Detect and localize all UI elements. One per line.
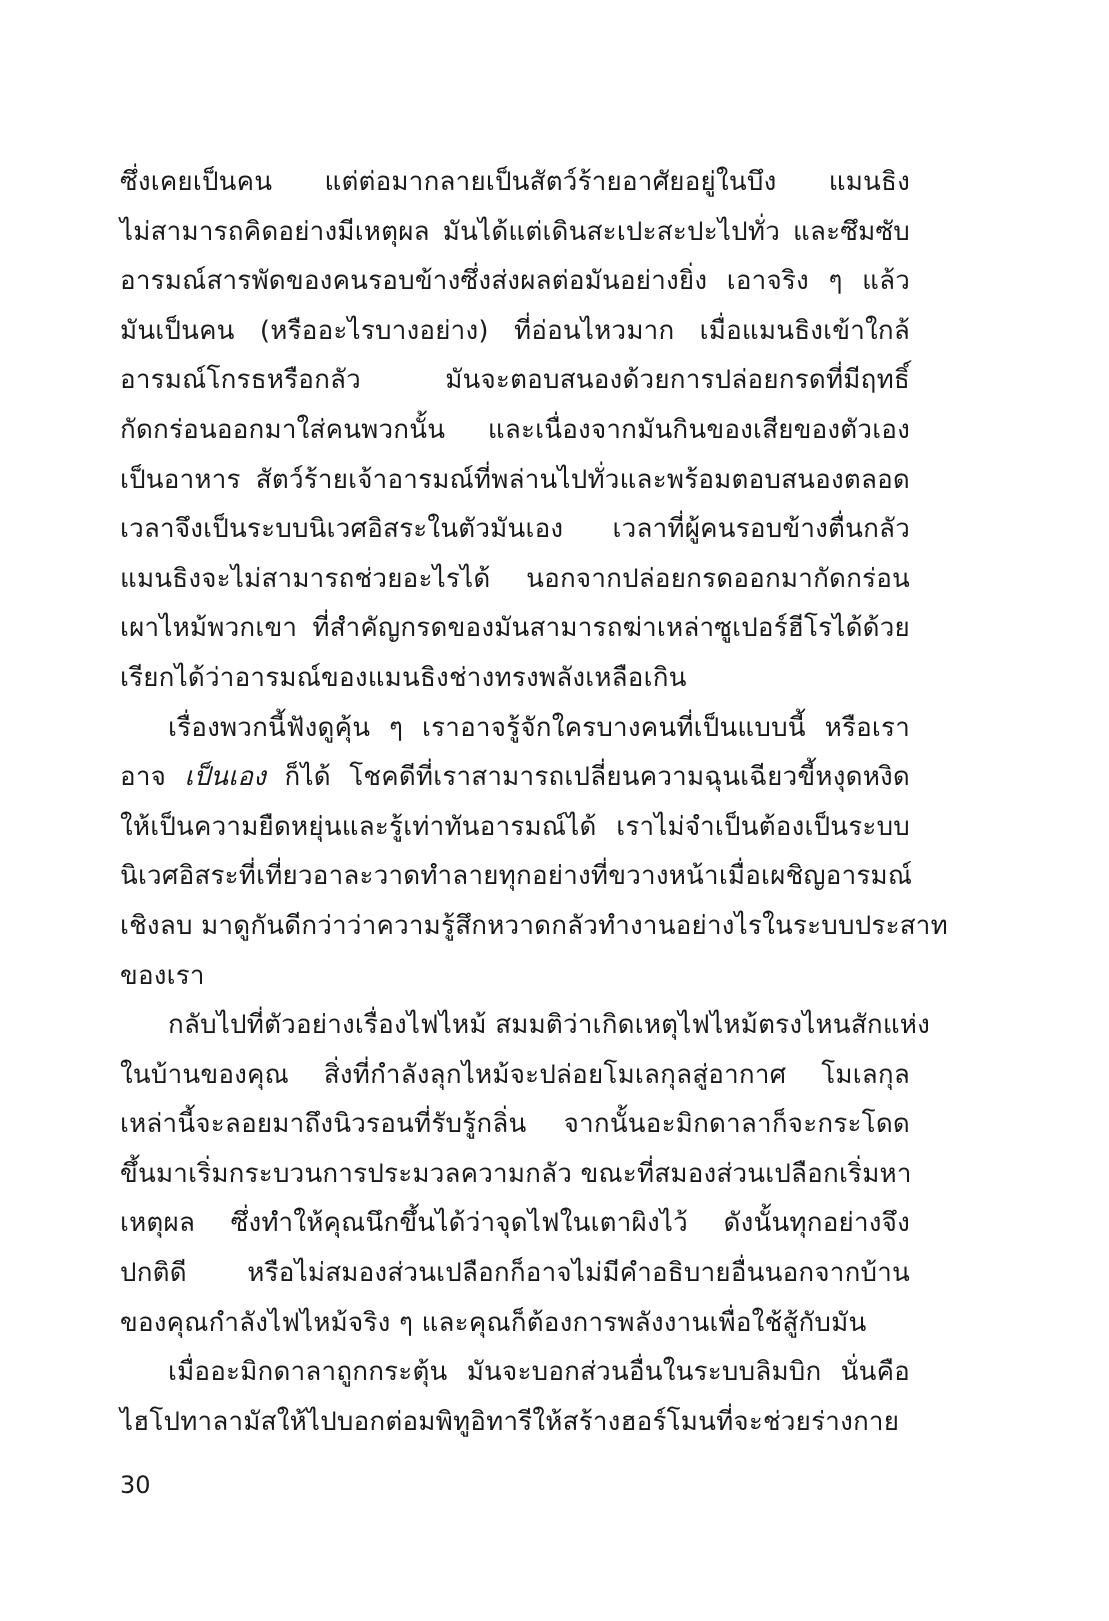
text-line: อารมณ์โกรธหรือกลัว มันจะตอบสนองด้วยการปล่อยกรดที่มีฤทธิ์ (120, 365, 910, 396)
text-line: อารมณ์สารพัดของคนรอบข้างซึ่งส่งผลต่อมันอย่างยิ่ง เอาจริง ๆ แล้ว (120, 266, 910, 297)
text-line-paragraph-start: กลับไปที่ตัวอย่างเรื่องไฟไหม้ สมมติว่าเกิดเหตุไฟไหม้ตรงไหนสักแห่ง (168, 1010, 931, 1041)
text-line: ให้เป็นความยืดหยุ่นและรู้เท่าทันอารมณ์ได้ เราไม่จำเป็นต้องเป็นระบบ (120, 811, 910, 842)
text-line: นิเวศอิสระที่เที่ยวอาละวาดทำลายทุกอย่างที่ขวางหน้าเมื่อเผชิญอารมณ์ (120, 861, 913, 892)
text-line-paragraph-start: เรื่องพวกนี้ฟังดูคุ้น ๆ เราอาจรู้จักใครบางคนที่เป็นแบบนี้ หรือเรา (168, 712, 910, 743)
text-line: เรียกได้ว่าอารมณ์ของแมนธิงช่างทรงพลังเหลือเกิน (120, 662, 687, 693)
text-line: ของเรา (120, 960, 205, 991)
italic-emphasis: เป็นเอง (184, 762, 267, 793)
text-line: กัดกร่อนออกมาใส่คนพวกนั้น และเนื่องจากมันกินของเสียของตัวเอง (120, 414, 910, 445)
text-line: เหล่านี้จะลอยมาถึงนิวรอนที่รับรู้กลิ่น จากนั้นอะมิกดาลาก็จะกระโดด (120, 1109, 910, 1140)
text-line: ขึ้นมาเริ่มกระบวนการประมวลความกลัว ขณะที่สมองส่วนเปลือกเริ่มหา (120, 1158, 912, 1189)
text-line: ของคุณกำลังไฟไหม้จริง ๆ และคุณก็ต้องการพลังงานเพื่อใช้สู้กับมัน (120, 1307, 867, 1338)
text-fragment: อาจ (120, 762, 167, 793)
text-line: เผาไหม้พวกเขา ที่สำคัญกรดของมันสามารถฆ่าเหล่าซูเปอร์ฮีโรได้ด้วย (120, 613, 910, 644)
page-number: 30 (120, 1471, 151, 1499)
text-line: มันเป็นคน (หรืออะไรบางอย่าง) ที่อ่อนไหวมาก เมื่อแมนธิงเข้าใกล้ (120, 315, 910, 346)
text-line: ไม่สามารถคิดอย่างมีเหตุผล มันได้แต่เดินสะเปะสะปะไปทั่ว และซึมซับ (120, 216, 910, 247)
text-line: เป็นอาหาร สัตว์ร้ายเจ้าอารมณ์ที่พล่านไปทั่วและพร้อมตอบสนองตลอด (120, 464, 910, 495)
text-line: แมนธิงจะไม่สามารถช่วยอะไรได้ นอกจากปล่อยกรดออกมากัดกร่อน (120, 563, 910, 594)
text-fragment: ก็ได้ โชคดีที่เราสามารถเปลี่ยนความฉุนเฉียวขี้หงุดหงิด (284, 762, 911, 793)
text-line-paragraph-start: เมื่ออะมิกดาลาถูกกระตุ้น มันจะบอกส่วนอื่นในระบบลิมบิก นั่นคือ (168, 1357, 910, 1388)
text-line: เชิงลบ มาดูกันดีกว่าว่าความรู้สึกหวาดกลัวทำงานอย่างไรในระบบประสาท (120, 910, 948, 941)
text-line: ซึ่งเคยเป็นคน แต่ต่อมากลายเป็นสัตว์ร้ายอาศัยอยู่ในบึง แมนธิง (120, 167, 910, 197)
text-line: ไฮโปทาลามัสให้ไปบอกต่อมพิทูอิทารีให้สร้างฮอร์โมนที่จะช่วยร่างกาย (120, 1406, 900, 1437)
text-line: ปกติดี หรือไม่สมองส่วนเปลือกก็อาจไม่มีคำอธิบายอื่นนอกจากบ้าน (120, 1258, 910, 1289)
text-line: เวลาจึงเป็นระบบนิเวศอิสระในตัวมันเอง เวลาที่ผู้คนรอบข้างตื่นกลัว (120, 514, 910, 545)
body-text (120, 158, 948, 1447)
text-line: ในบ้านของคุณ สิ่งที่กำลังลุกไหม้จะปล่อยโมเลกุลสู่อากาศ โมเลกุล (120, 1059, 910, 1090)
text-line: เหตุผล ซึ่งทำให้คุณนึกขึ้นได้ว่าจุดไฟในเตาผิงไว้ ดังนั้นทุกอย่างจึง (120, 1208, 910, 1239)
text-line-with-italic (120, 753, 910, 803)
